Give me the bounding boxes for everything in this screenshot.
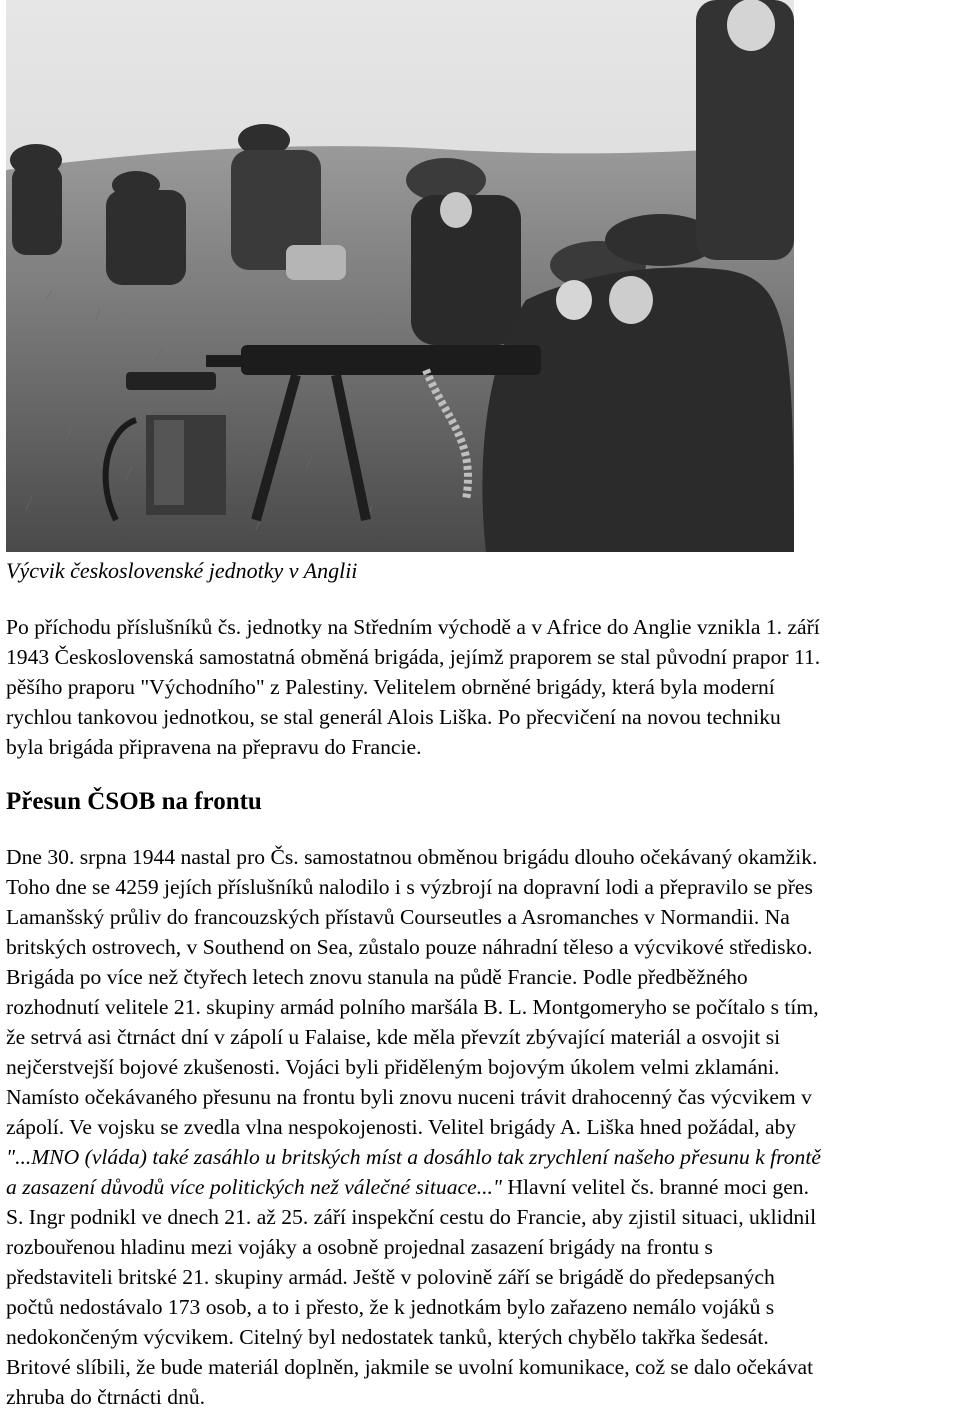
body-line: Dne 30. srpna 1944 nastal pro Čs. samostatnou obměnou brigádu dlouho očekávaný okamžik. bbox=[6, 845, 818, 869]
body-paragraph bbox=[6, 842, 958, 1412]
intro-paragraph bbox=[6, 612, 958, 762]
body-line: představiteli britské 21. skupiny armád. Ještě v polovině září se brigádě do předepsaných bbox=[6, 1265, 775, 1289]
photo-caption: Výcvik československé jednotky v Anglii bbox=[6, 558, 358, 583]
body-line: rozbouřenou hladinu mezi vojáky a osobně projednal zasazení brigády na frontu s bbox=[6, 1235, 713, 1259]
body-line: zápolí. Ve vojsku se zvedla vlna nespokojenosti. Velitel brigády A. Liška hned požádal, aby bbox=[6, 1115, 797, 1139]
body-line: rozhodnutí velitele 21. skupiny armád polního maršála B. L. Montgomeryho se počítalo s tím, bbox=[6, 995, 819, 1019]
body-line: S. Ingr podnikl ve dnech 21. až 25. září inspekční cestu do Francie, aby zjistil situaci, uklidnil bbox=[6, 1205, 817, 1229]
intro-line: rychlou tankovou jednotkou, se stal generál Alois Liška. Po přecvičení na novou techniku bbox=[6, 705, 781, 729]
body-line: že setrvá asi čtrnáct dní v zápolí u Falaise, kde měla převzít zbývající materiál a osvojit si bbox=[6, 1025, 781, 1049]
body-line: zhruba do čtrnácti dnů. bbox=[6, 1385, 206, 1409]
body-line: Toho dne se 4259 jejích příslušníků nalodilo i s výzbrojí na dopravní lodi a přepravilo se přes bbox=[6, 875, 813, 899]
body-line: Brigáda po více než čtyřech letech znovu stanula na půdě Francie. Podle předběžného bbox=[6, 965, 748, 989]
quote-line bbox=[6, 1172, 958, 1202]
soldiers-photo-drawing bbox=[6, 0, 794, 552]
body-line: Britové slíbili, že bude materiál doplněn, jakmile se uvolní komunikace, což se dalo očekávat bbox=[6, 1355, 814, 1379]
body-line: nedokončeným výcvikem. Citelný byl nedostatek tanků, kterých chybělo takřka šedesát. bbox=[6, 1325, 769, 1349]
quote-line bbox=[6, 1142, 958, 1172]
body-line: Lamanšský průliv do francouzských přístavů Courseutles a Asromanches v Normandii. Na bbox=[6, 905, 790, 929]
section-heading: Přesun ČSOB na frontu bbox=[6, 788, 262, 815]
intro-line: 1943 Československá samostatná obměná brigáda, jejímž praporem se stal původní prapor 11. bbox=[6, 645, 821, 669]
body-line: britských ostrovech, v Southend on Sea, zůstalo pouze náhradní těleso a výcvikové středisko. bbox=[6, 935, 813, 959]
body-line: počtů nedostávalo 173 osob, a to i přesto, že k jednotkám bylo zařazeno nemálo vojáků s bbox=[6, 1295, 775, 1319]
intro-line: pěšího praporu "Východního" z Palestiny. Velitelem obrněné brigády, která byla moderní bbox=[6, 675, 775, 699]
soldiers-photo bbox=[6, 0, 794, 552]
quote-text: "...MNO (vláda) také zasáhlo u britských míst a dosáhlo tak zrychlení našeho přesunu k frontě bbox=[6, 1145, 821, 1169]
intro-line: byla brigáda připravena na přepravu do Francie. bbox=[6, 735, 422, 759]
quote-text: a zasazení důvodů více politických než válečné situace..." bbox=[6, 1175, 502, 1199]
intro-line: Po příchodu příslušníků čs. jednotky na Středním východě a v Africe do Anglie vznikla 1. září bbox=[6, 615, 820, 639]
body-line: nejčerstvejší bojové zkušenosti. Vojáci byli přiděleným bojovým úkolem velmi zklamáni. bbox=[6, 1055, 780, 1079]
quote-followup-text: Hlavní velitel čs. branné moci gen. bbox=[501, 1175, 809, 1199]
body-line: Namísto očekávaného přesunu na frontu byli znovu nuceni trávit drahocenný čas výcvikem v bbox=[6, 1085, 812, 1109]
